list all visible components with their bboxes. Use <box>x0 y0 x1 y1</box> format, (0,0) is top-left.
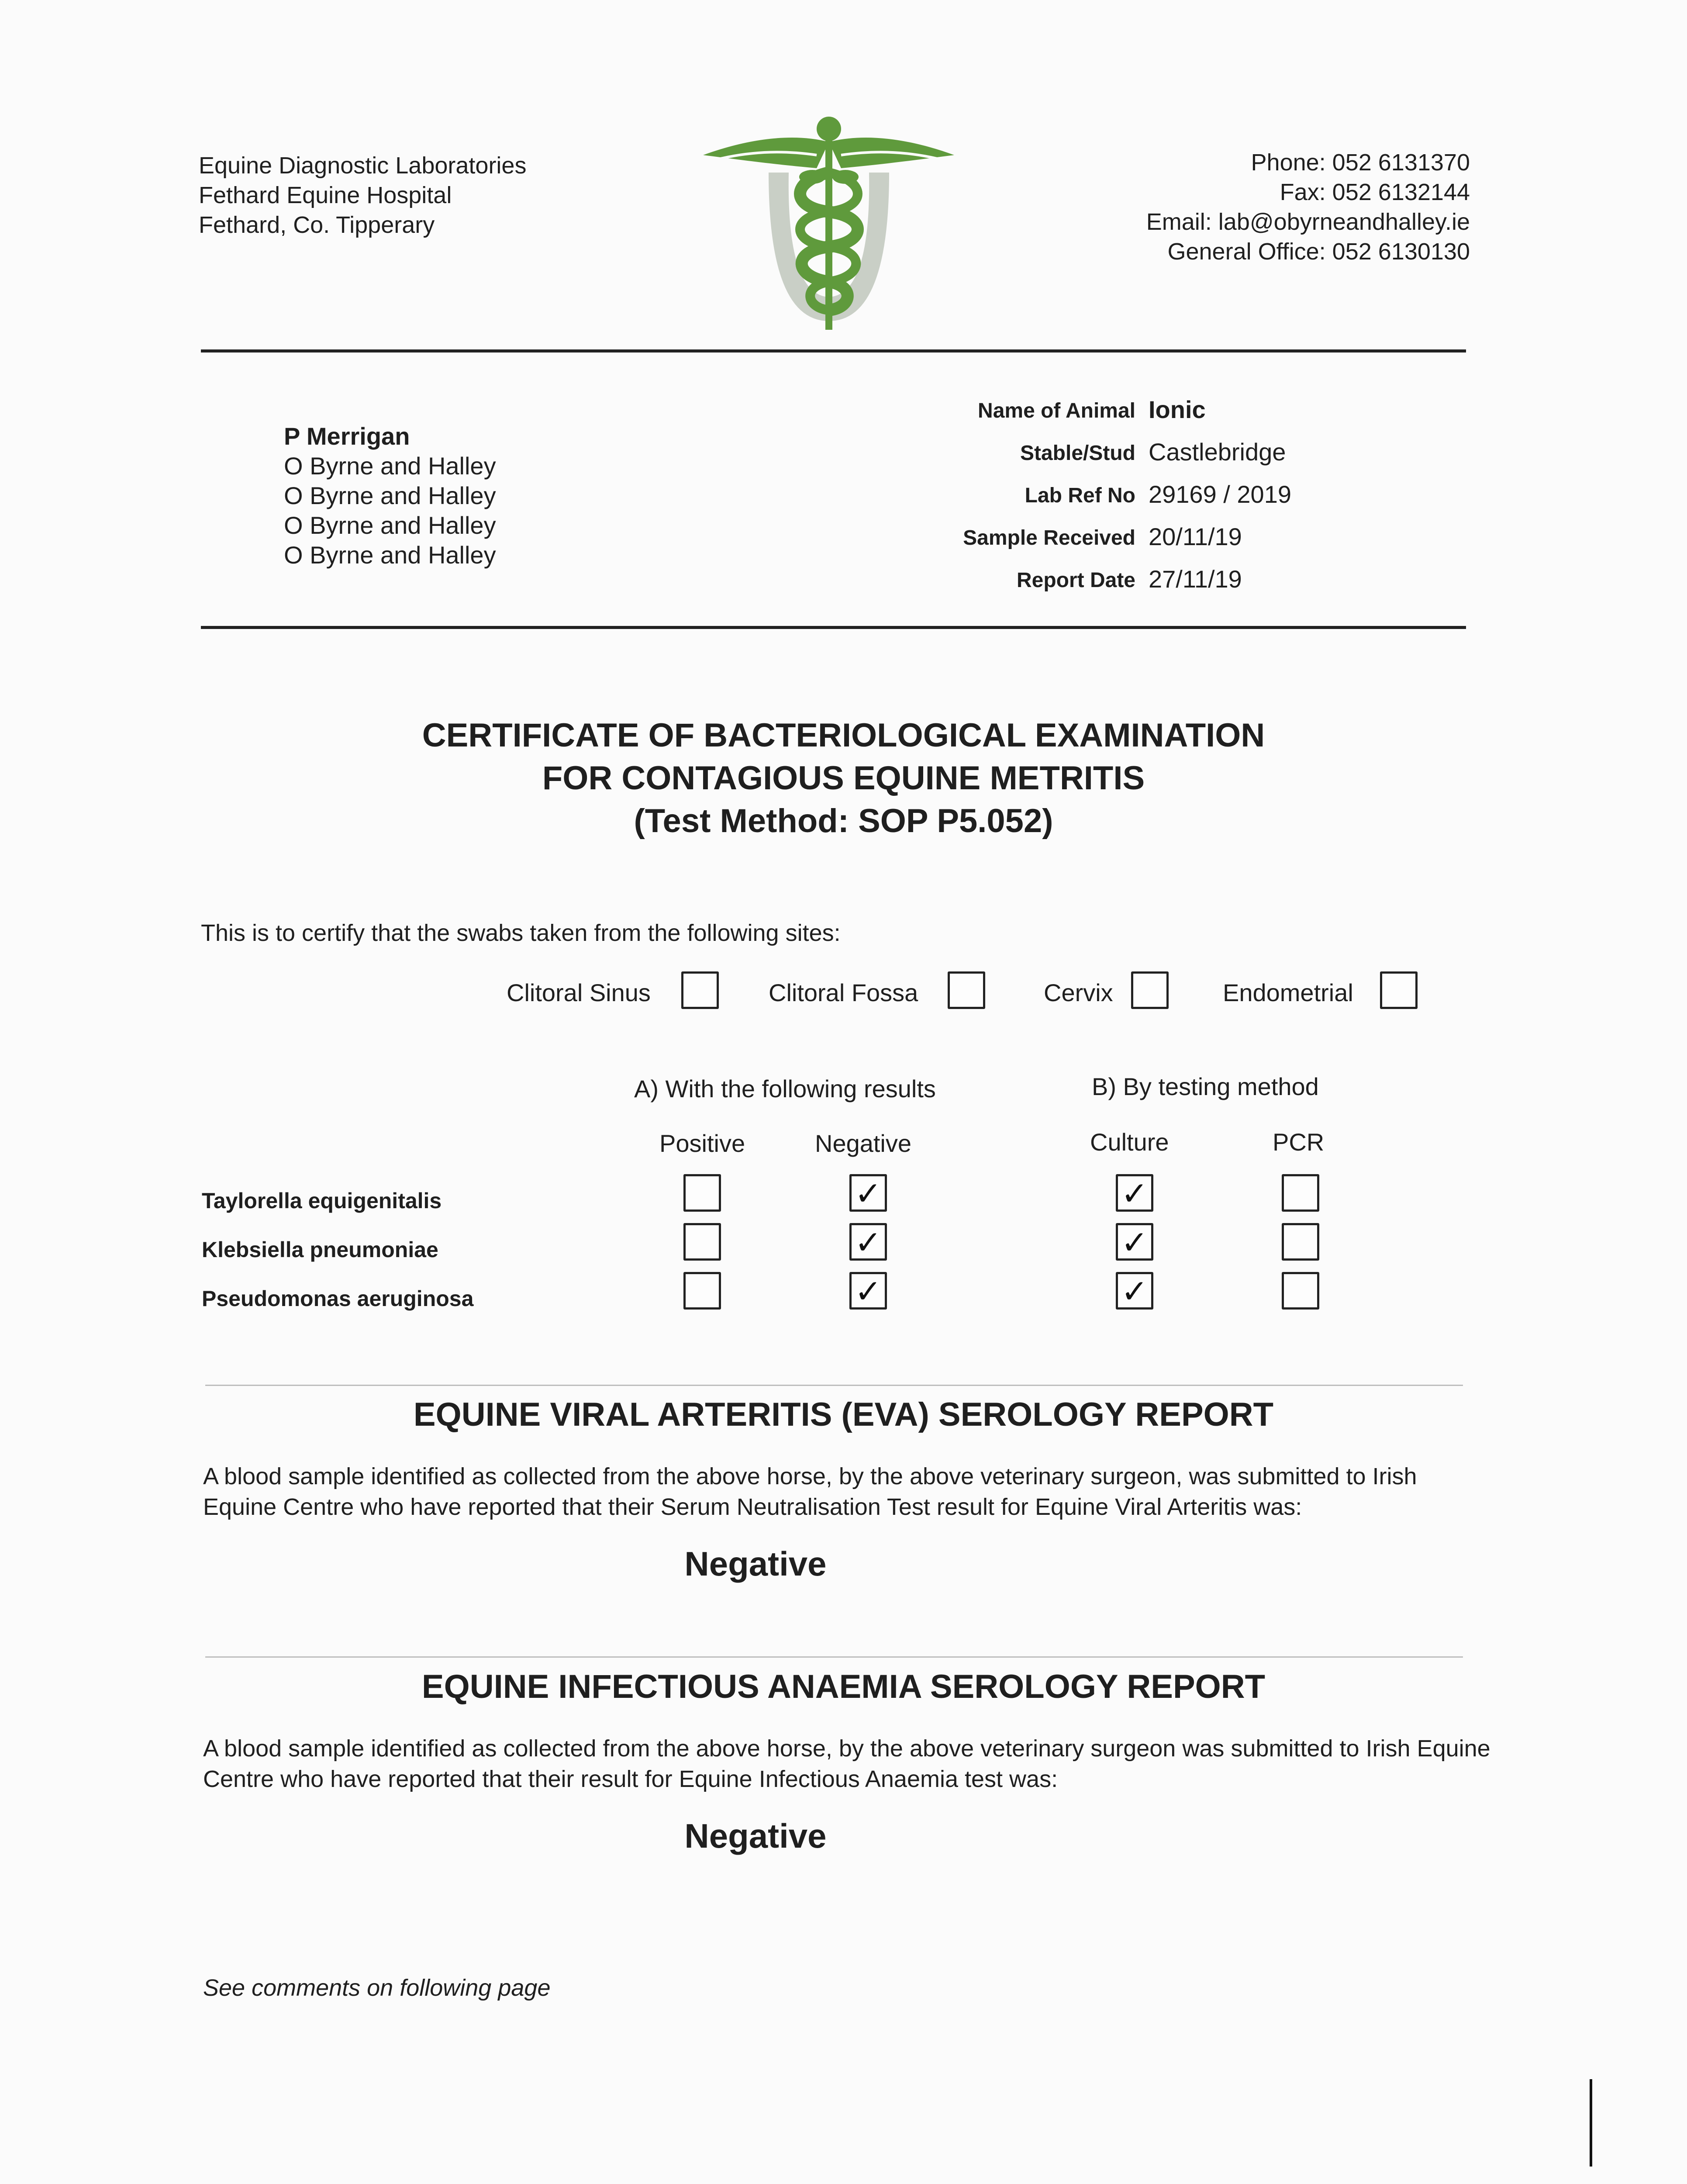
column-pcr: PCR <box>1273 1128 1325 1156</box>
checkmark-icon: ✓ <box>854 1224 882 1261</box>
info-value: Ionic <box>1149 396 1206 423</box>
email-line: Email: lab@obyrneandhalley.ie <box>1146 209 1470 235</box>
negative-checkbox[interactable] <box>849 1174 887 1212</box>
fax-line: Fax: 052 6132144 <box>1280 179 1470 205</box>
checkmark-icon: ✓ <box>1121 1175 1148 1213</box>
info-row-animal <box>873 395 1441 438</box>
pcr-checkbox[interactable] <box>1282 1223 1319 1261</box>
info-row-stable <box>873 438 1441 480</box>
eia-text: A blood sample identified as collected from the above horse, by the above veterinary surgeon was submitted to Irish Equine Centre who have reported that their result for Equine Infectious Anaemia test was: <box>203 1735 1490 1792</box>
eva-title: EQUINE VIRAL ARTERITIS (EVA) SEROLOGY REPORT <box>413 1396 1274 1433</box>
recipient-block <box>284 422 496 570</box>
negative-checkbox[interactable] <box>849 1223 887 1261</box>
recipient-line: O Byrne and Halley <box>284 511 496 539</box>
checkmark-icon: ✓ <box>854 1175 882 1213</box>
recipient-line: O Byrne and Halley <box>284 541 496 569</box>
site-label-endometrial: Endometrial <box>1223 979 1353 1006</box>
certificate-title-1: CERTIFICATE OF BACTERIOLOGICAL EXAMINATION <box>422 717 1265 754</box>
info-value: 27/11/19 <box>1149 565 1242 593</box>
lab-contact <box>1146 148 1470 266</box>
site-label-clitoral-sinus: Clitoral Sinus <box>507 979 651 1006</box>
site-checkbox-cervix[interactable] <box>1131 971 1169 1009</box>
info-label: Lab Ref No <box>1025 484 1135 507</box>
info-label: Name of Animal <box>978 399 1135 422</box>
negative-checkbox[interactable] <box>849 1272 887 1310</box>
recipient-line: O Byrne and Halley <box>284 452 496 480</box>
header-divider <box>201 349 1466 352</box>
footer-note: See comments on following page <box>203 1975 551 2001</box>
info-divider <box>201 626 1466 629</box>
checkmark-icon: ✓ <box>854 1273 882 1310</box>
site-label-clitoral-fossa: Clitoral Fossa <box>769 979 918 1006</box>
site-label-cervix: Cervix <box>1044 979 1113 1006</box>
info-value: 20/11/19 <box>1149 523 1242 550</box>
column-negative: Negative <box>815 1130 912 1157</box>
info-label: Report Date <box>1016 569 1135 592</box>
office-line: General Office: 052 6130130 <box>1167 238 1470 265</box>
column-culture: Culture <box>1090 1128 1169 1156</box>
phone-line: Phone: 052 6131370 <box>1251 149 1470 176</box>
site-checkbox-endometrial[interactable] <box>1380 971 1418 1009</box>
organism-label: Pseudomonas aeruginosa <box>202 1286 474 1311</box>
checkmark-icon: ✓ <box>1121 1273 1148 1310</box>
positive-checkbox[interactable] <box>683 1174 721 1212</box>
site-checkbox-clitoral-sinus[interactable] <box>681 971 719 1009</box>
organism-label: Klebsiella pneumoniae <box>202 1237 438 1262</box>
pcr-checkbox[interactable] <box>1282 1272 1319 1310</box>
culture-checkbox[interactable] <box>1116 1272 1153 1310</box>
info-value: Castlebridge <box>1149 438 1286 466</box>
positive-checkbox[interactable] <box>683 1223 721 1261</box>
eia-title: EQUINE INFECTIOUS ANAEMIA SEROLOGY REPORT <box>421 1668 1266 1705</box>
culture-checkbox[interactable] <box>1116 1174 1153 1212</box>
animal-info <box>873 395 1441 607</box>
organism-label: Taylorella equigenitalis <box>202 1189 442 1213</box>
certificate-title-3: (Test Method: SOP P5.052) <box>634 802 1053 840</box>
column-positive: Positive <box>659 1130 745 1157</box>
info-label: Stable/Stud <box>1020 442 1135 465</box>
lab-name: Equine Diagnostic Laboratories <box>199 152 527 179</box>
lab-address <box>199 151 526 240</box>
site-checkbox-clitoral-fossa[interactable] <box>948 971 985 1009</box>
eva-result: Negative <box>684 1545 827 1583</box>
method-group-heading: B) By testing method <box>1092 1073 1319 1100</box>
info-row-report <box>873 565 1441 607</box>
info-row-labref <box>873 480 1441 522</box>
certify-intro: This is to certify that the swabs taken from the following sites: <box>201 920 841 946</box>
recipient-line: O Byrne and Halley <box>284 482 496 509</box>
eia-result: Negative <box>684 1817 827 1855</box>
lab-hospital: Fethard Equine Hospital <box>199 182 452 208</box>
info-row-received <box>873 522 1441 565</box>
certificate-title-2: FOR CONTAGIOUS EQUINE METRITIS <box>542 760 1145 797</box>
eia-divider <box>205 1656 1463 1658</box>
caduceus-logo-icon <box>703 116 954 334</box>
margin-mark <box>1590 2079 1592 2167</box>
info-label: Sample Received <box>963 526 1135 549</box>
recipient-name: P Merrigan <box>284 422 410 450</box>
checkmark-icon: ✓ <box>1121 1224 1148 1261</box>
pcr-checkbox[interactable] <box>1282 1174 1319 1212</box>
eva-text: A blood sample identified as collected from the above horse, by the above veterinary surgeon, was submitted to Irish Equine Centre who have reported that their Serum Neutralisation Test result for Equine Viral Arteritis was: <box>203 1463 1417 1520</box>
results-group-heading: A) With the following results <box>634 1075 936 1102</box>
eva-divider <box>205 1385 1463 1386</box>
lab-town: Fethard, Co. Tipperary <box>199 212 435 238</box>
info-value: 29169 / 2019 <box>1149 480 1291 508</box>
positive-checkbox[interactable] <box>683 1272 721 1310</box>
culture-checkbox[interactable] <box>1116 1223 1153 1261</box>
